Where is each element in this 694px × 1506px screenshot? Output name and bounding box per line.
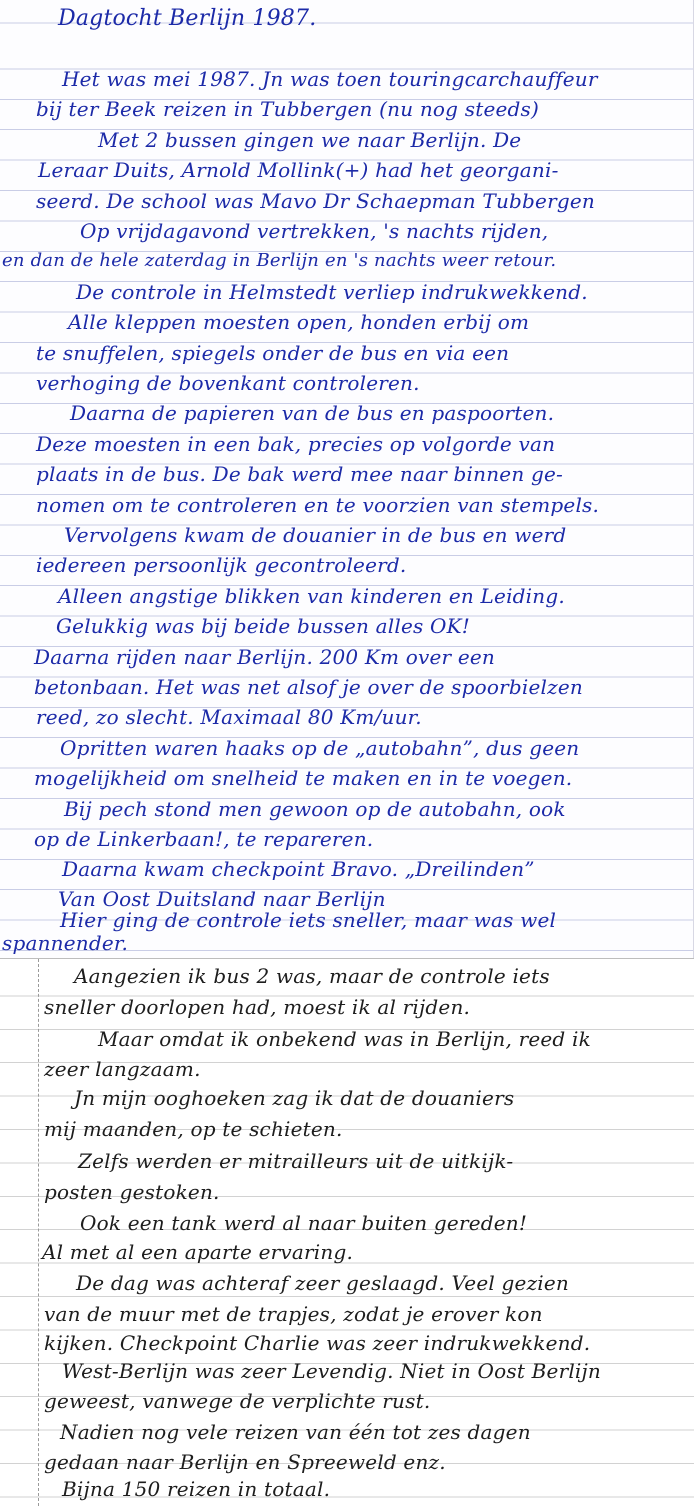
text-line: kijken. Checkpoint Charlie was zeer indrukwekkend. <box>44 1331 591 1355</box>
text-line: Jn mijn ooghoeken zag ik dat de douaniers <box>74 1086 515 1110</box>
text-line: gedaan naar Berlijn en Spreeweld enz. <box>44 1450 446 1474</box>
text-line: Van Oost Duitsland naar Berlijn <box>58 887 386 911</box>
text-line: Hier ging de controle iets sneller, maar was wel <box>60 908 557 932</box>
text-line: sneller doorlopen had, moest ik al rijden. <box>44 995 471 1019</box>
text-line: iedereen persoonlijk gecontroleerd. <box>36 553 407 577</box>
text-line: Al met al een aparte ervaring. <box>42 1240 354 1264</box>
text-line: Deze moesten in een bak, precies op volgorde van <box>36 432 556 456</box>
text-line: seerd. De school was Mavo Dr Schaepman Tubbergen <box>36 189 595 213</box>
text-line: Alle kleppen moesten open, honden erbij om <box>68 310 530 334</box>
text-line: Met 2 bussen gingen we naar Berlijn. De <box>98 128 522 152</box>
notebook-page-two <box>0 958 694 1506</box>
text-line: Gelukkig was bij beide bussen alles OK! <box>56 614 470 638</box>
text-line: Daarna kwam checkpoint Bravo. „Dreilinden” <box>62 857 535 881</box>
text-line: mij maanden, op te schieten. <box>44 1117 343 1141</box>
text-line: De controle in Helmstedt verliep indrukwekkend. <box>76 280 588 304</box>
text-line: Bij pech stond men gewoon op de autobahn, ook <box>64 797 566 821</box>
text-line: van de muur met de trapjes, zodat je erover kon <box>44 1302 543 1326</box>
text-line: Alleen angstige blikken van kinderen en Leiding. <box>58 584 565 608</box>
text-line: Vervolgens kwam de douanier in de bus en werd <box>64 523 567 547</box>
text-line: verhoging de bovenkant controleren. <box>36 371 420 395</box>
text-line: Op vrijdagavond vertrekken, 's nachts rijden, <box>80 219 549 243</box>
page-title: Dagtocht Berlijn 1987. <box>58 6 317 31</box>
text-line: geweest, vanwege de verplichte rust. <box>44 1389 431 1413</box>
text-line: Bijna 150 reizen in totaal. <box>62 1477 331 1501</box>
text-line: spannender. <box>2 931 129 955</box>
text-line: bij ter Beek reizen in Tubbergen (nu nog steeds) <box>36 97 539 121</box>
text-line: zeer langzaam. <box>44 1057 201 1081</box>
text-line: betonbaan. Het was net alsof je over de spoorbielzen <box>34 675 583 699</box>
text-line: reed, zo slecht. Maximaal 80 Km/uur. <box>36 705 422 729</box>
text-line: Aangezien ik bus 2 was, maar de controle iets <box>74 964 550 988</box>
text-line: Opritten waren haaks op de „autobahn”, dus geen <box>60 736 580 760</box>
text-line: West-Berlijn was zeer Levendig. Niet in Oost Berlijn <box>62 1359 602 1383</box>
text-line: mogelijkheid om snelheid te maken en in te voegen. <box>34 766 573 790</box>
text-line: Ook een tank werd al naar buiten gereden! <box>80 1211 528 1235</box>
text-line: Leraar Duits, Arnold Mollink(+) had het georgani- <box>38 158 559 182</box>
text-line: op de Linkerbaan!, te repareren. <box>34 827 374 851</box>
text-line: Daarna rijden naar Berlijn. 200 Km over een <box>34 645 496 669</box>
text-line: en dan de hele zaterdag in Berlijn en 's nachts weer retour. <box>2 250 557 271</box>
text-line: De dag was achteraf zeer geslaagd. Veel gezien <box>76 1271 570 1295</box>
text-line: posten gestoken. <box>44 1180 220 1204</box>
text-line: Het was mei 1987. Jn was toen touringcarchauffeur <box>62 67 598 91</box>
text-line: plaats in de bus. De bak werd mee naar binnen ge- <box>36 462 563 486</box>
text-line: Daarna de papieren van de bus en paspoorten. <box>70 401 555 425</box>
text-line: Maar omdat ik onbekend was in Berlijn, reed ik <box>98 1027 591 1051</box>
text-line: Zelfs werden er mitrailleurs uit de uitkijk- <box>78 1149 514 1173</box>
text-line: te snuffelen, spiegels onder de bus en via een <box>36 341 510 365</box>
text-line: nomen om te controleren en te voorzien van stempels. <box>36 493 600 517</box>
text-line: Nadien nog vele reizen van één tot zes dagen <box>60 1420 531 1444</box>
